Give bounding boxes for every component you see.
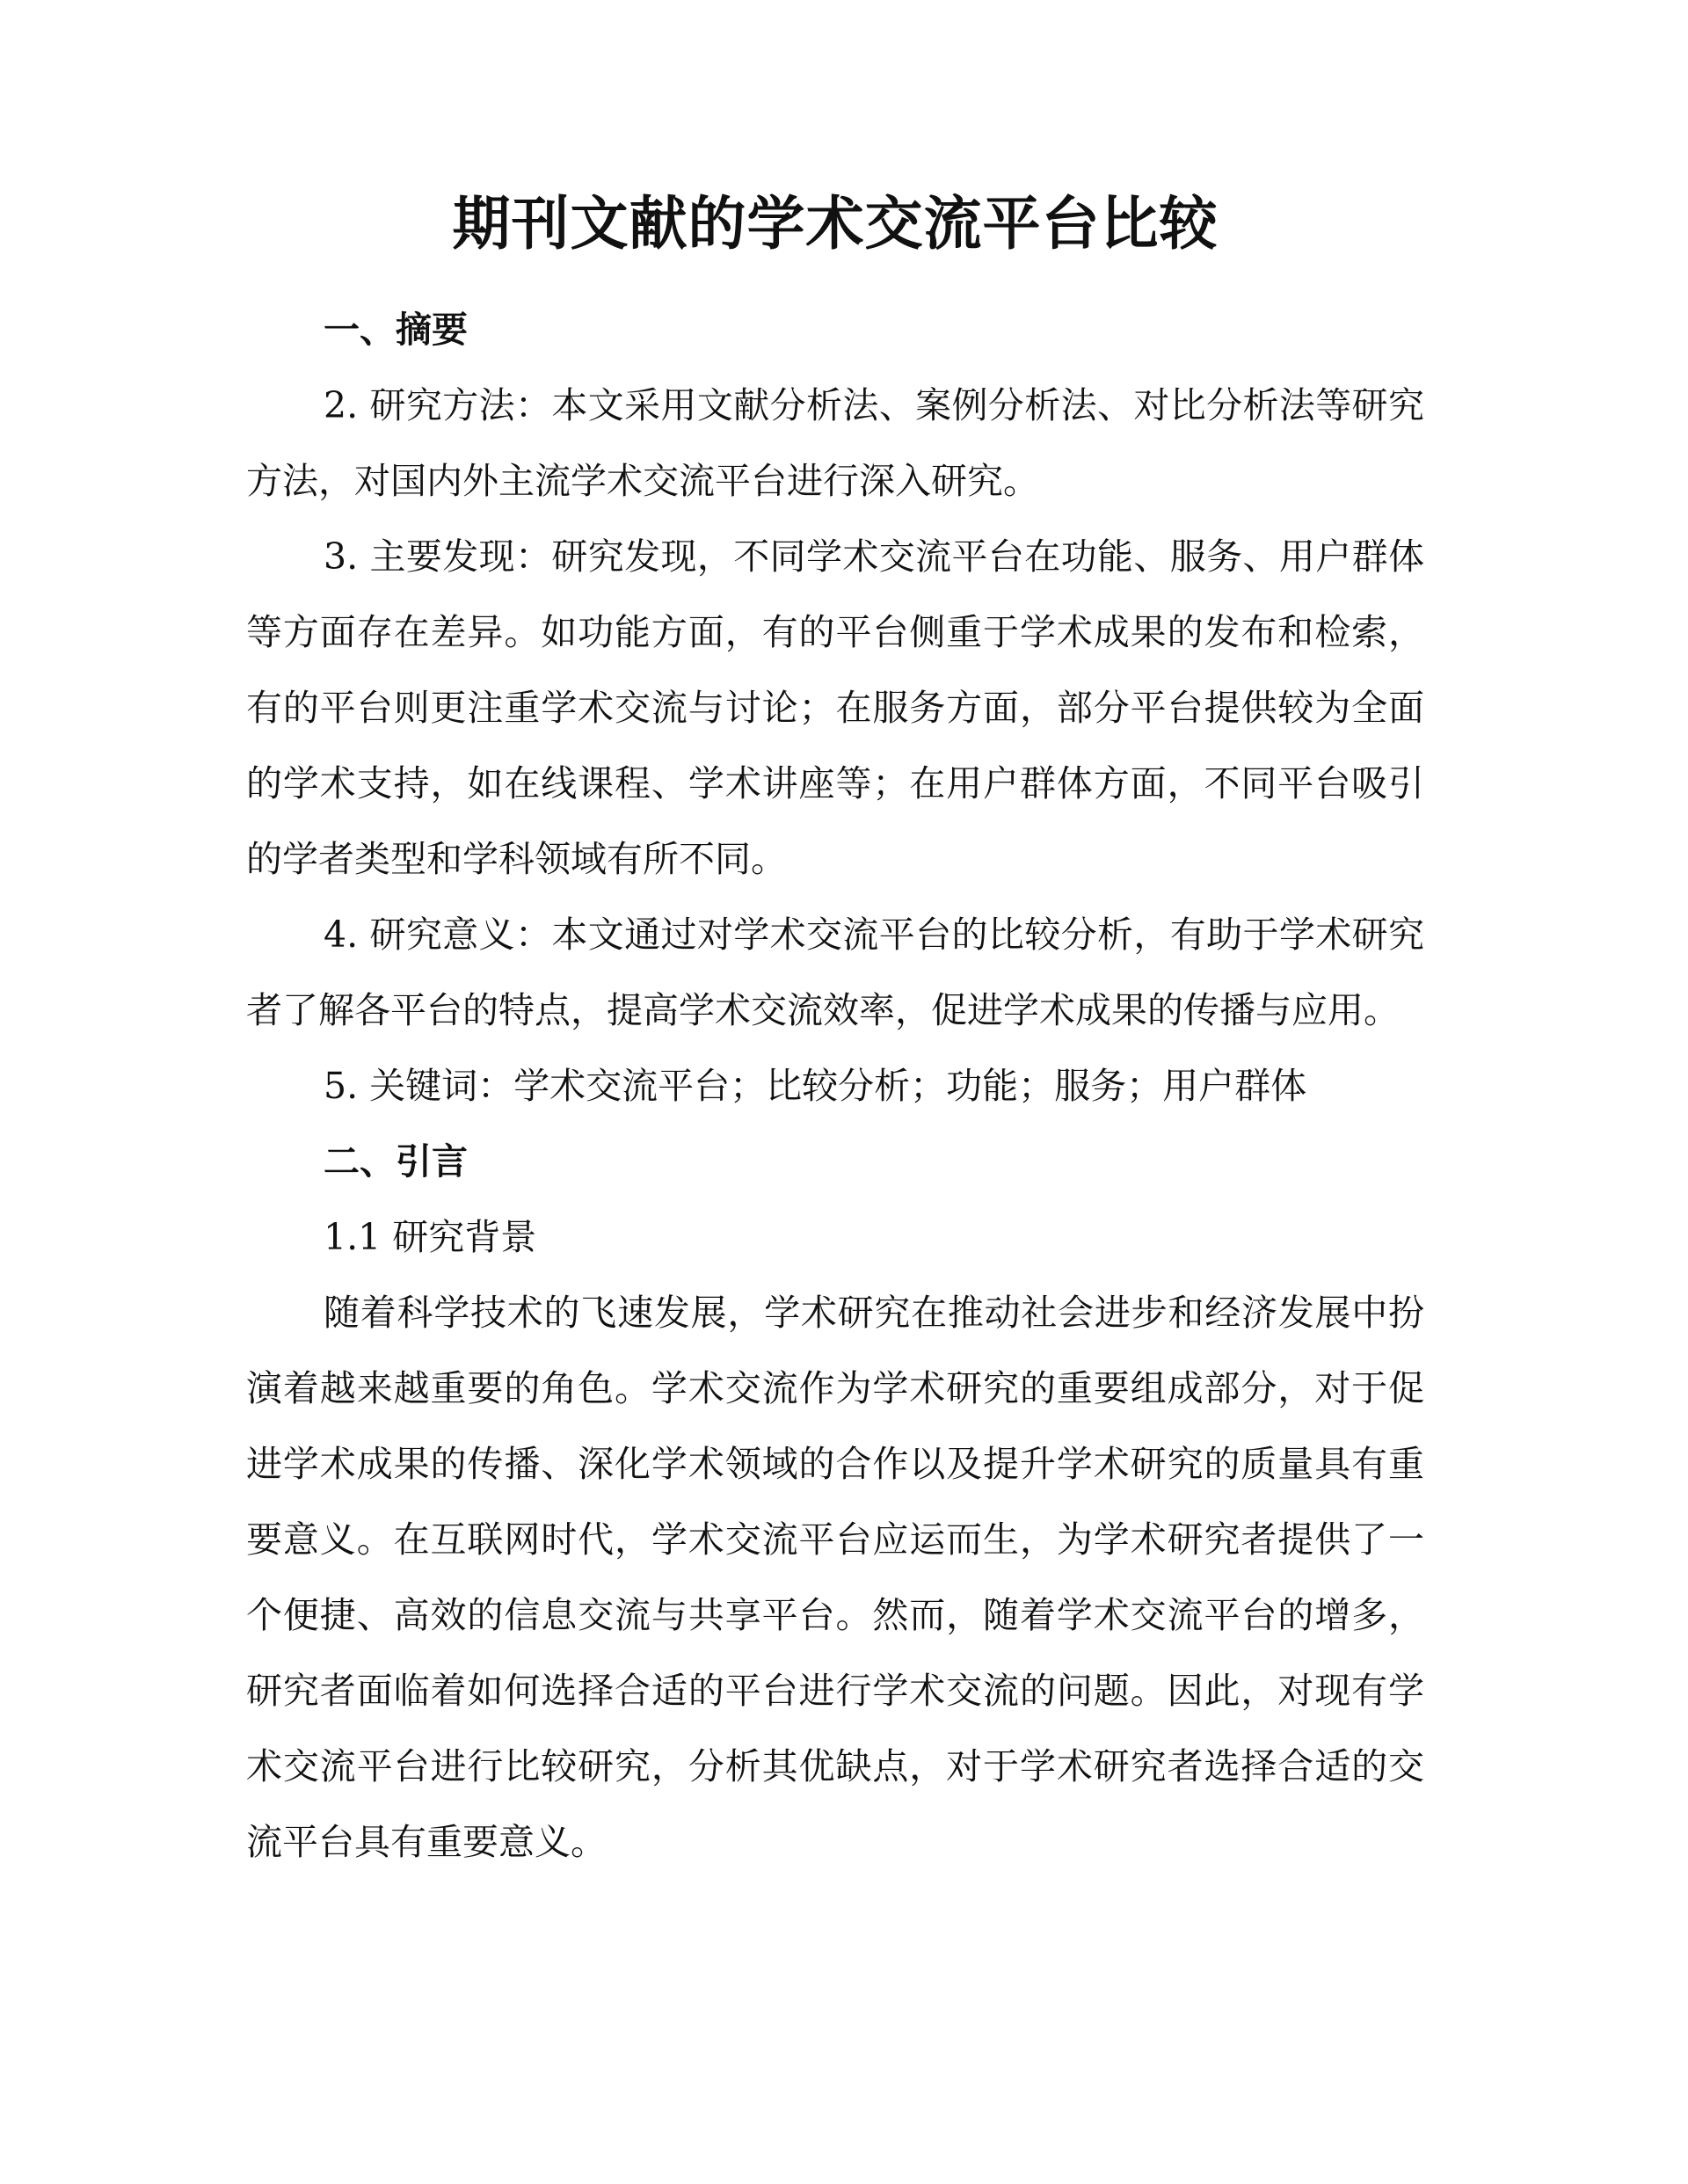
document-page [246, 176, 1424, 1880]
abstract-item-findings: 3. 主要发现：研究发现，不同学术交流平台在功能、服务、用户群体等方面存在差异。如功能方面，有的平台侧重于学术成果的发布和检索，有的平台则更注重学术交流与讨论；在服务方面，部分平台提供较为全面的学术支持，如在线课程、学术讲座等；在用户群体方面，不同平台吸引的学者类型和学科领域有所不同。 [246, 535, 1424, 880]
subsection-heading-background: 1.1 研究背景 [324, 1216, 537, 1258]
section-heading-introduction: 二、引言 [324, 1140, 468, 1183]
abstract-item-significance: 4. 研究意义：本文通过对学术交流平台的比较分析，有助于学术研究者了解各平台的特点，提高学术交流效率，促进学术成果的传播与应用。 [246, 914, 1424, 1031]
abstract-item-keywords: 5. 关键词：学术交流平台；比较分析；功能；服务；用户群体 [324, 1065, 1307, 1107]
abstract-item-methods: 2. 研究方法：本文采用文献分析法、案例分析法、对比分析法等研究方法，对国内外主流学术交流平台进行深入研究。 [246, 384, 1424, 502]
section-heading-abstract: 一、摘要 [324, 309, 468, 351]
background-paragraph: 随着科学技术的飞速发展，学术研究在推动社会进步和经济发展中扮演着越来越重要的角色。学术交流作为学术研究的重要组成部分，对于促进学术成果的传播、深化学术领域的合作以及提升学术研究的质量具有重要意义。在互联网时代，学术交流平台应运而生，为学术研究者提供了一个便捷、高效的信息交流与共享平台。然而，随着学术交流平台的增多，研究者面临着如何选择合适的平台进行学术交流的问题。因此，对现有学术交流平台进行比较研究，分析其优缺点，对于学术研究者选择合适的交流平台具有重要意义。 [246, 1292, 1424, 1863]
document-title: 期刊文献的学术交流平台比较 [452, 190, 1219, 258]
